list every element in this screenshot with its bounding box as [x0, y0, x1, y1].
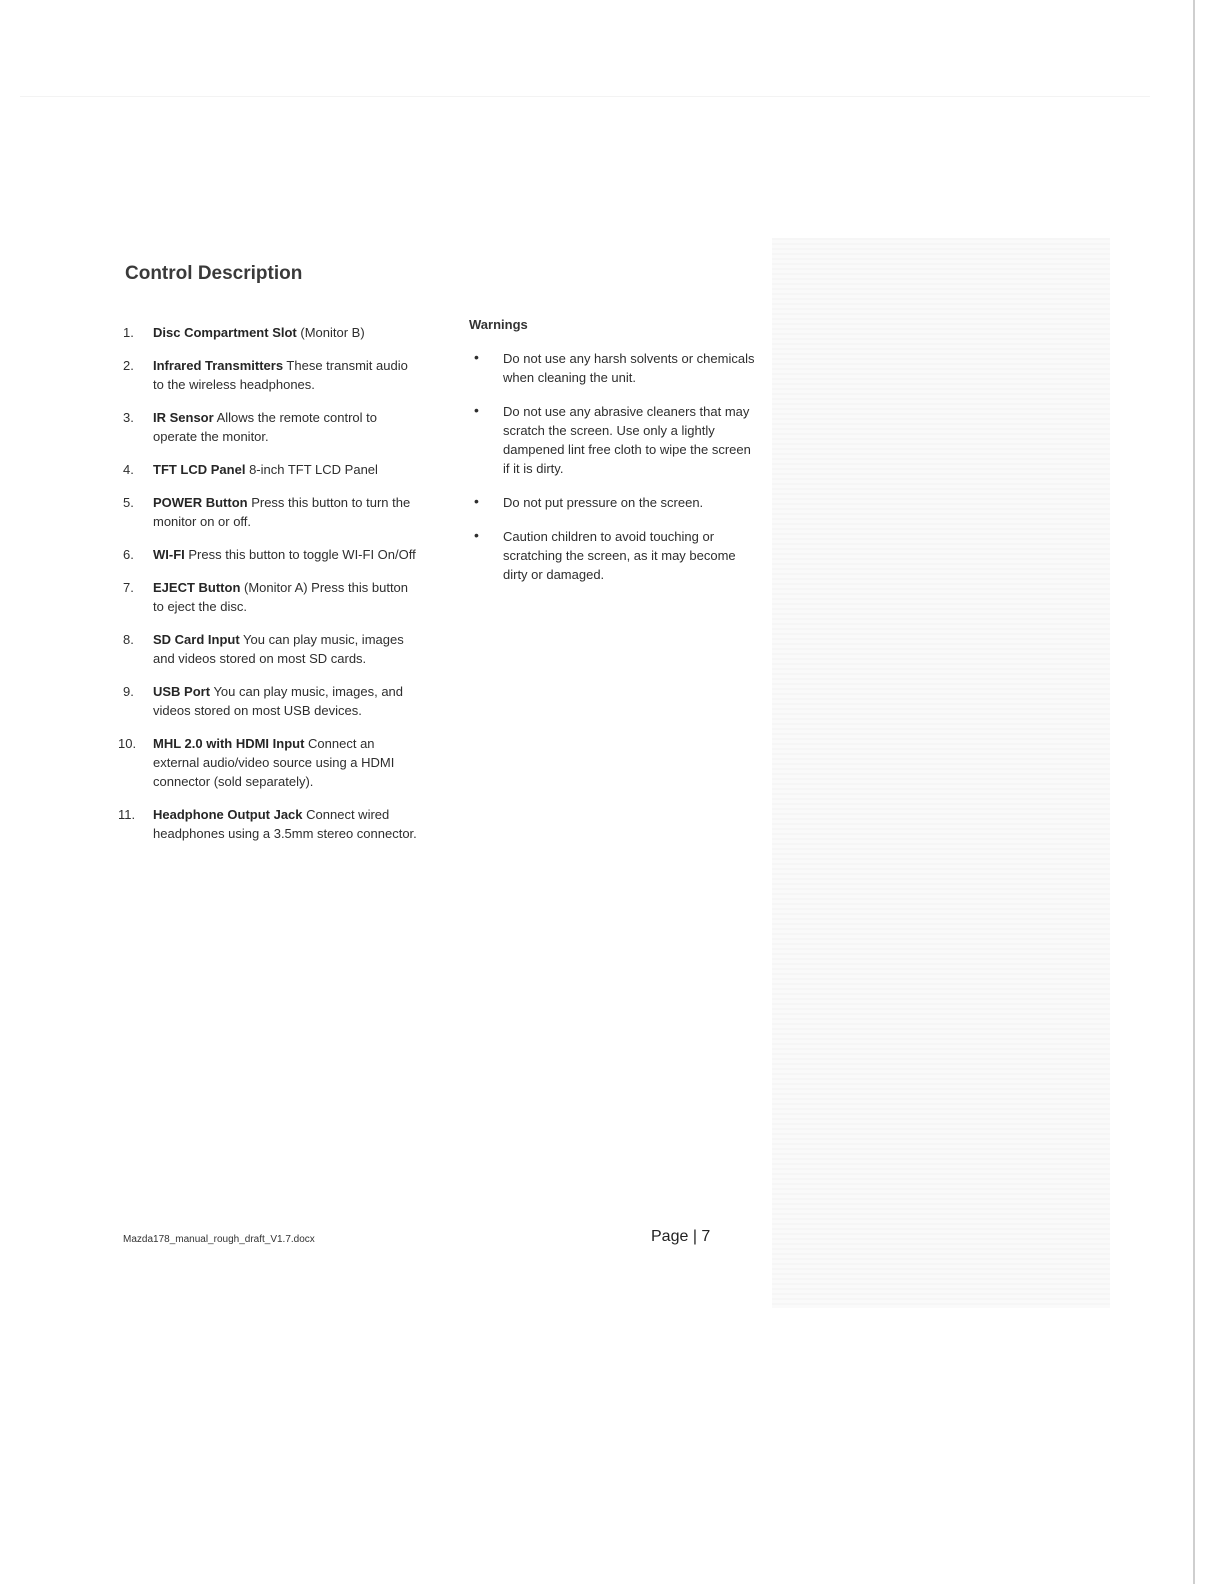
- item-description: You can play music, images and videos stored on most SD cards.: [153, 632, 404, 666]
- header-rule: [20, 96, 1150, 97]
- warning-text: Do not use any harsh solvents or chemicals when cleaning the unit.: [503, 351, 755, 385]
- warning-text: Caution children to avoid touching or scratching the screen, as it may become dirty or damaged.: [503, 529, 736, 582]
- item-description: (Monitor A) Press this button to eject the disc.: [153, 580, 409, 614]
- warning-item: [470, 349, 760, 387]
- page-title: Control Description: [125, 263, 303, 284]
- item-number: 1.: [123, 325, 134, 340]
- control-item-tft-lcd-panel: [118, 460, 418, 479]
- item-number: 7.: [123, 580, 134, 595]
- bullet-icon: •: [474, 349, 479, 365]
- item-term: USB Port: [153, 684, 211, 699]
- item-term: POWER Button: [153, 495, 248, 510]
- item-description: Connect an external audio/video source using a HDMI connector (sold separately).: [153, 736, 395, 789]
- item-term: SD Card Input: [153, 632, 240, 647]
- item-term: WI-FI: [153, 547, 185, 562]
- item-number: 4.: [123, 462, 134, 477]
- bullet-icon: •: [474, 527, 479, 543]
- item-number: 8.: [123, 632, 134, 647]
- item-description: 8-inch TFT LCD Panel: [245, 462, 378, 477]
- bullet-icon: •: [474, 493, 479, 509]
- control-item-eject-button: [118, 578, 418, 616]
- warning-item: [470, 402, 760, 478]
- item-term: IR Sensor: [153, 410, 214, 425]
- control-item-disc-slot: [118, 323, 418, 342]
- footer-page-number: Page | 7: [651, 1228, 711, 1245]
- control-item-wifi: [118, 545, 418, 564]
- item-term: MHL 2.0 with HDMI Input: [153, 736, 305, 751]
- bullet-icon: •: [474, 402, 479, 418]
- item-description: (Monitor B): [296, 325, 365, 340]
- warning-item: [470, 493, 760, 512]
- control-item-infrared-transmitters: [118, 356, 418, 394]
- control-list: [118, 323, 418, 857]
- warnings-list: [470, 349, 760, 599]
- item-description: These transmit audio to the wireless headphones.: [153, 358, 408, 392]
- item-number: 3.: [123, 410, 134, 425]
- item-number: 5.: [123, 495, 134, 510]
- footer-filename: Mazda178_manual_rough_draft_V1.7.docx: [123, 1234, 315, 1245]
- item-description: You can play music, images, and videos stored on most USB devices.: [153, 684, 404, 718]
- item-term: TFT LCD Panel: [153, 462, 246, 477]
- item-term: Headphone Output Jack: [153, 807, 303, 822]
- item-description: Press this button to toggle WI-FI On/Off: [184, 547, 416, 562]
- control-item-sd-card-input: [118, 630, 418, 668]
- item-number: 10.: [118, 736, 137, 751]
- warnings-heading: Warnings: [469, 317, 528, 332]
- item-description: Allows the remote control to operate the monitor.: [153, 410, 377, 444]
- item-term: Disc Compartment Slot: [153, 325, 297, 340]
- control-item-usb-port: [118, 682, 418, 720]
- control-item-headphone-jack: [118, 805, 418, 843]
- control-item-ir-sensor: [118, 408, 418, 446]
- control-item-power-button: [118, 493, 418, 531]
- item-number: 9.: [123, 684, 134, 699]
- item-term: Infrared Transmitters: [153, 358, 284, 373]
- item-term: EJECT Button: [153, 580, 241, 595]
- item-description: Connect wired headphones using a 3.5mm stereo connector.: [153, 807, 417, 841]
- item-number: 2.: [123, 358, 134, 373]
- warning-item: [470, 527, 760, 584]
- control-item-hdmi-input: [118, 734, 418, 791]
- item-number: 6.: [123, 547, 134, 562]
- warning-text: Do not put pressure on the screen.: [503, 495, 704, 510]
- item-number: 11.: [118, 807, 136, 822]
- warning-text: Do not use any abrasive cleaners that may scratch the screen. Use only a lightly dampened lint free cloth to wipe the screen if it is dirty.: [503, 404, 751, 476]
- item-description: Press this button to turn the monitor on or off.: [153, 495, 411, 529]
- page-edge-line: [1193, 0, 1195, 1584]
- scan-shading: [772, 238, 1110, 1308]
